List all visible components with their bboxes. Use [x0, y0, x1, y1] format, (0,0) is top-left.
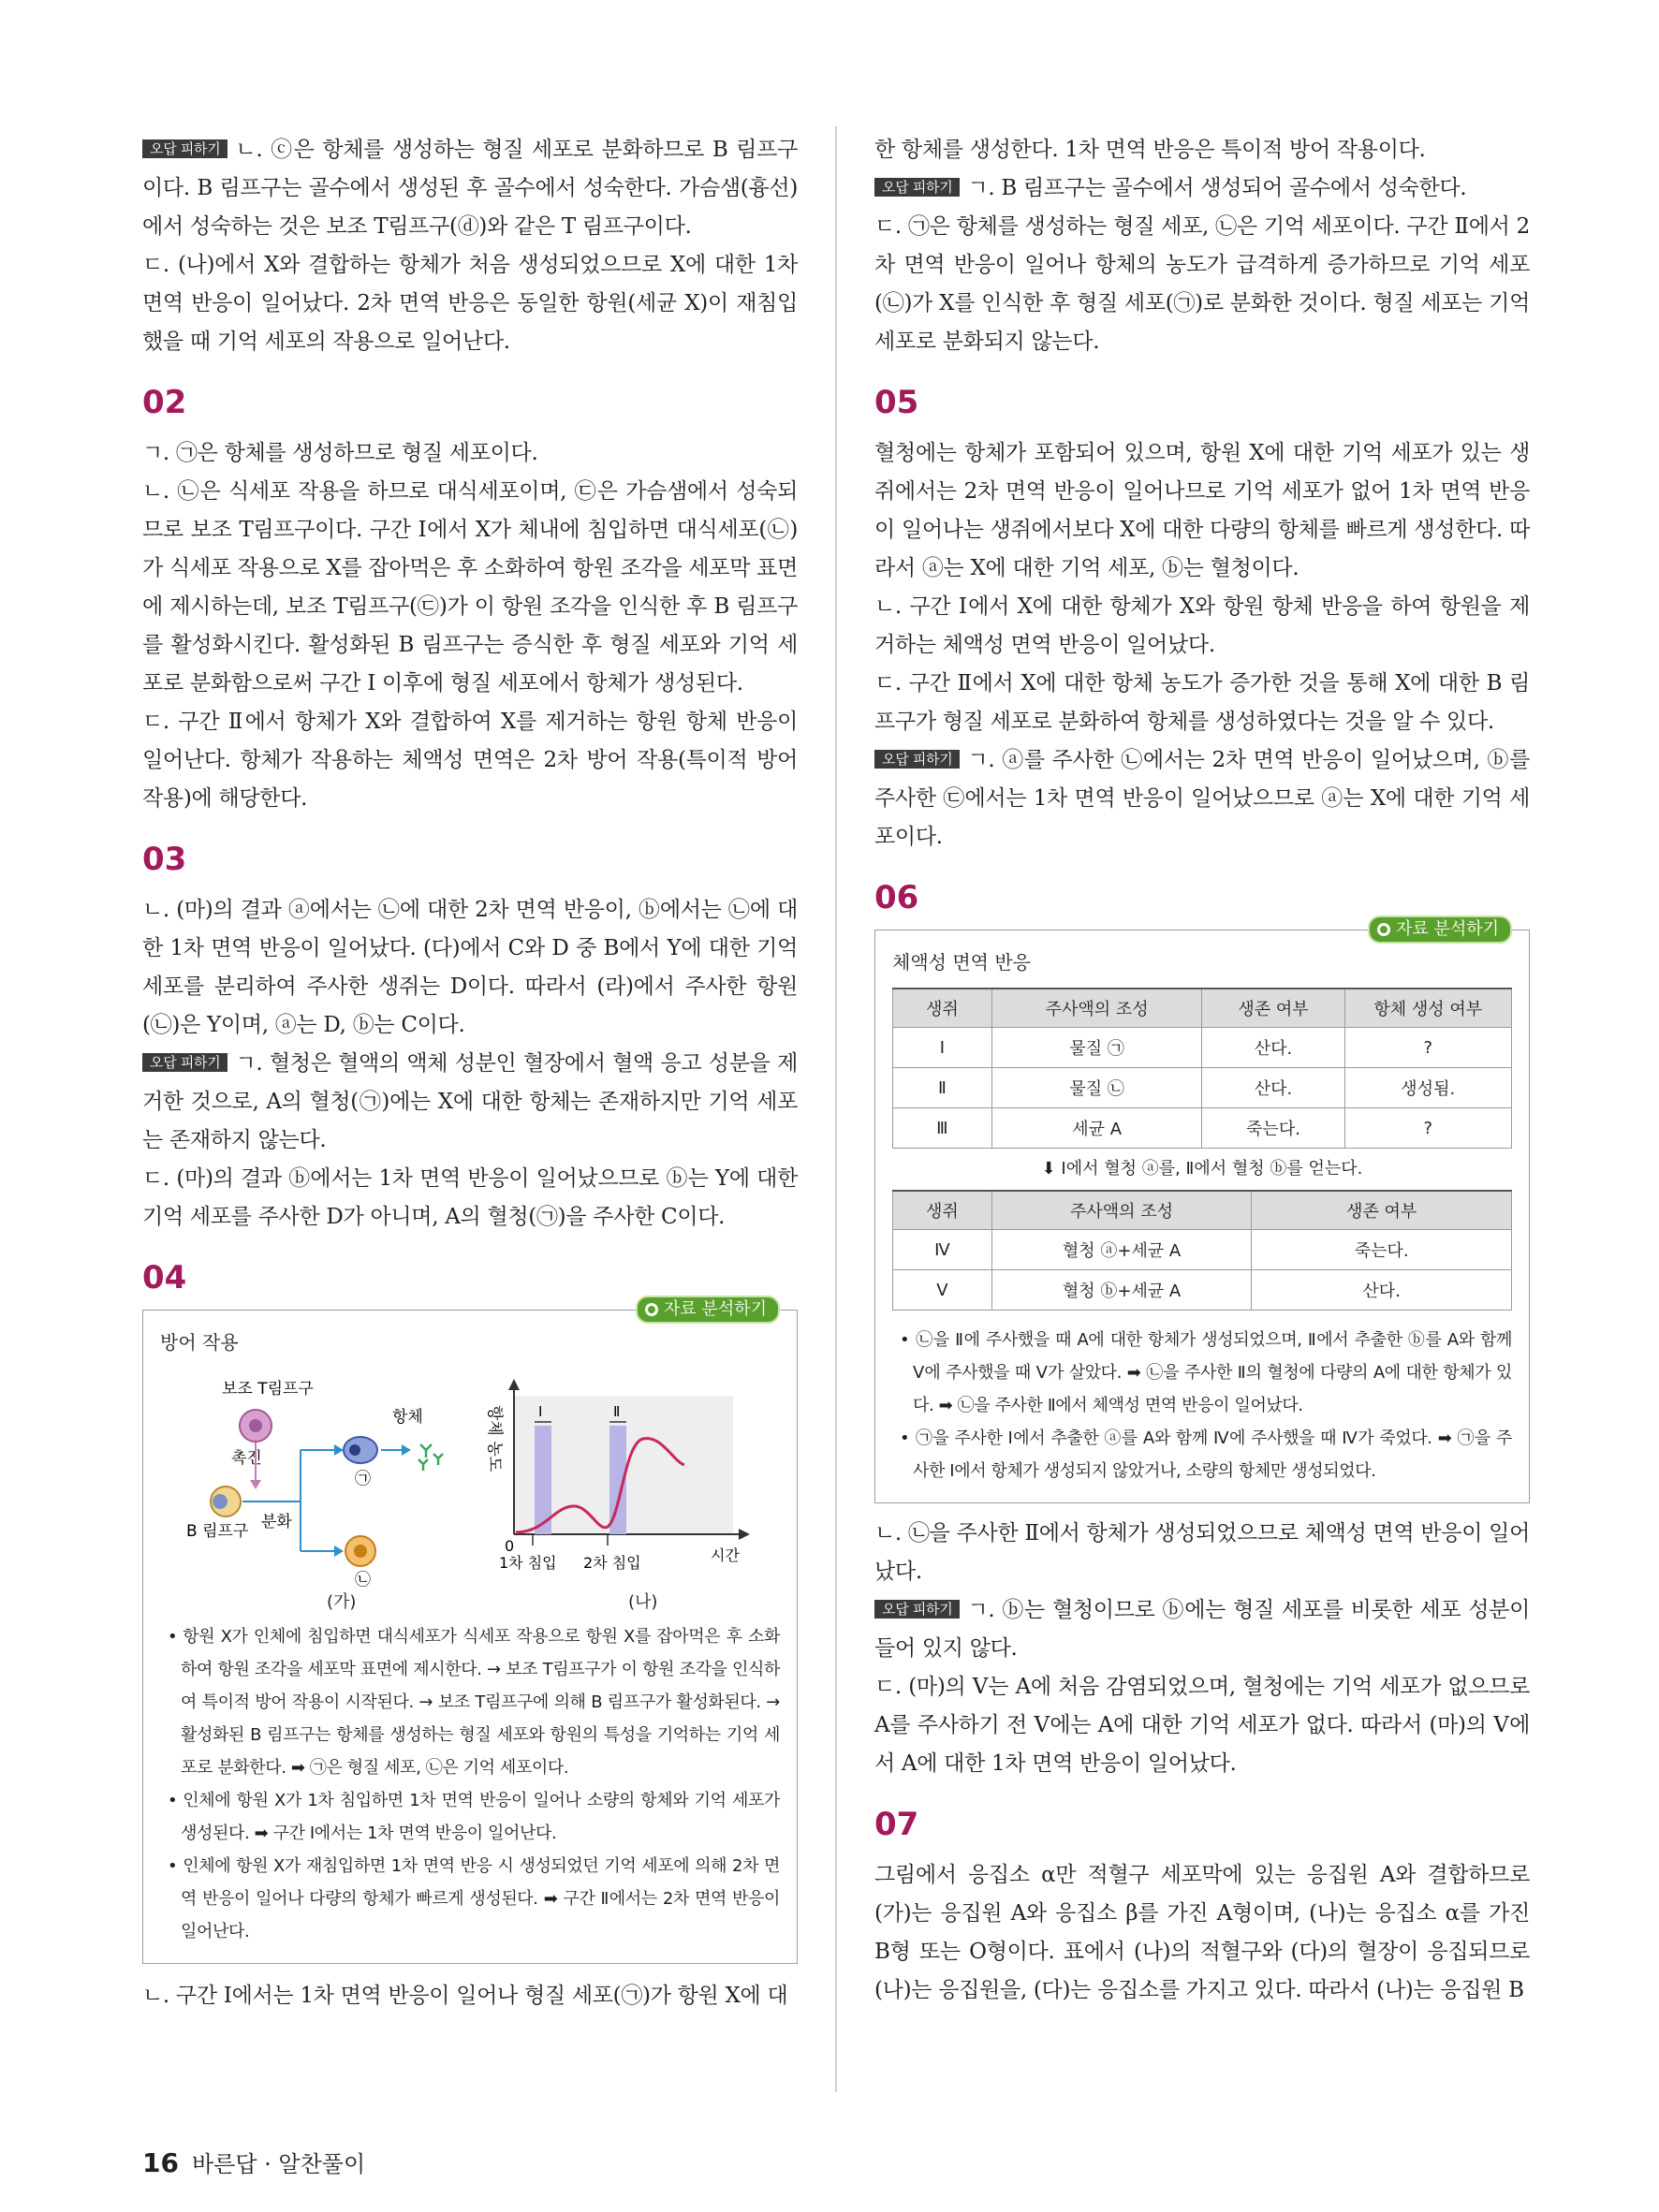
question-number: 07 — [874, 1806, 919, 1843]
memory-cell-icon — [345, 1536, 375, 1566]
wrong-answer-tag: 오답 피하기 — [874, 750, 960, 769]
defense-diagram — [160, 1368, 782, 1589]
analysis-box — [874, 919, 1530, 1503]
paragraph: ㄴ. (마)의 결과 ⓐ에서는 ㉡에 대한 2차 면역 반응이, ⓑ에서는 ㉡에 대한 1차 면역 반응이 일어났다. (다)에서 C와 D 중 B에서 Y에 대한 기억 세포를 분리하여 주사한 생쥐는 D이다. 따라서 (라)에서 주사한 항원(㉡)은 Y이며, ⓐ는 D, ⓑ는 C이다. — [142, 898, 798, 1037]
interval-label-2: Ⅱ — [613, 1403, 621, 1420]
procedure-note: ⬇ Ⅰ에서 혈청 ⓐ를, Ⅱ에서 혈청 ⓑ를 얻는다. — [1041, 1159, 1363, 1179]
plasma-cell-icon — [344, 1437, 377, 1463]
wrong-answer-tag: 오답 피하기 — [874, 178, 960, 197]
circled-label-2: ㉡ — [355, 1571, 371, 1589]
paragraph: 오답 피하기 ㄴ. ⓒ은 항체를 생성하는 형질 세포로 분화하므로 B 림프구이다. B 림프구는 골수에서 생성된 후 골수에서 성숙한다. 가슴샘(흉선)에서 성숙하는 것은 보조 T림프구(ⓓ)와 같은 T 림프구이다. — [142, 138, 798, 239]
paragraph: ㄴ. ㉡은 식세포 작용을 하므로 대식세포이며, ㉢은 가슴샘에서 성숙되므로 보조 T림프구이다. 구간 Ⅰ에서 X가 체내에 침입하면 대식세포(㉡)가 식세포 작용으로 X를 잡아먹은 후 소화하여 항원 조각을 세포막 표면에 제시하는데, 보조 T림프구(㉢)가 이 항원 조각을 인식한 후 B 림프구를 활성화시킨다. 활성화된 B 림프구는 증식한 후 형질 세포와 기억 세포로 분화함으로써 구간 Ⅰ 이후에 형질 세포에서 항체가 생성된다. — [142, 479, 798, 696]
graph-origin: 0 — [505, 1537, 515, 1555]
analysis-box — [142, 1299, 798, 1964]
table-row: Ⅰ 물질 ㉠ 산다. ? — [893, 1028, 1512, 1068]
interval-label-1: Ⅰ — [538, 1403, 543, 1420]
table-header: 생존 여부 — [1202, 989, 1344, 1028]
analysis-bullet: • 항원 X가 인체에 침입하면 대식세포가 식세포 작용으로 항원 X를 잡아먹은 후 소화하여 항원 조각을 세포막 표면에 제시한다. → 보조 T림프구가 이 항원 조각을 인식하여 특이적 방어 작용이 시작된다. → 보조 T림프구에 의해 B 림프구가 활성화된다. → 활성화된 B 림프구는 항체를 생성하는 형질 세포와 항원의 특성을 기억하는 기억 세포로 분화한다. ➡ ㉠은 형질 세포, ㉡은 기억 세포이다. — [160, 1620, 780, 1784]
table-row: Ⅱ 물질 ㉡ 산다. 생성됨. — [893, 1068, 1512, 1108]
x-tick-2: 2차 침입 — [583, 1554, 641, 1572]
badge-icon — [1377, 923, 1390, 936]
paragraph: ㄷ. 구간 Ⅱ에서 항체가 X와 결합하여 X를 제거하는 항원 항체 반응이 일어난다. 항체가 작용하는 체액성 면역은 2차 방어 작용(특이적 방어 작용)에 해당한다. — [142, 710, 798, 811]
table-header: 항체 생성 여부 — [1344, 989, 1512, 1028]
figure-caption-a: (가) — [327, 1592, 357, 1612]
wrong-answer-tag: 오답 피하기 — [874, 1600, 960, 1619]
badge-icon — [645, 1303, 658, 1316]
question-number: 03 — [142, 841, 187, 878]
page-number: 16 — [142, 2147, 179, 2178]
figure-caption-b: (나) — [628, 1592, 658, 1612]
table-row: Ⅳ 혈청 ⓐ+세균 A 죽는다. — [893, 1230, 1512, 1270]
down-arrow-icon: ⬇ — [1041, 1159, 1062, 1179]
paragraph: ㄷ. (마)의 Ⅴ는 A에 처음 감염되었으며, 혈청에는 기억 세포가 없으므로 A를 주사하기 전 Ⅴ에는 A에 대한 기억 세포가 없다. 따라서 (마)의 Ⅴ에서 A에 대한 1차 면역 반응이 일어났다. — [874, 1675, 1530, 1776]
table-header: 생존 여부 — [1252, 1191, 1512, 1230]
question-number: 04 — [142, 1259, 187, 1296]
wrong-answer-tag: 오답 피하기 — [142, 139, 228, 158]
paragraph: 한 항체를 생성한다. 1차 면역 반응은 특이적 방어 작용이다. — [874, 138, 1426, 162]
antibody-graph — [485, 1379, 750, 1572]
graph-xlabel: 시간 — [711, 1546, 740, 1564]
question-number: 05 — [874, 384, 919, 421]
promote-label: 촉진 — [231, 1449, 262, 1468]
paragraph: 혈청에는 항체가 포함되어 있으며, 항원 X에 대한 기억 세포가 있는 생쥐에서는 2차 면역 반응이 일어나므로 기억 세포가 없어 1차 면역 반응이 일어나는 생쥐에서보다 X에 대한 다량의 항체를 빠르게 생성한다. 따라서 ⓐ는 X에 대한 기억 세포, ⓑ는 혈청이다. — [874, 441, 1530, 580]
paragraph: ㄴ. ㉡을 주사한 Ⅱ에서 항체가 생성되었으므로 체액성 면역 반응이 일어났다. — [874, 1521, 1530, 1584]
experiment-table-2 — [892, 1190, 1512, 1311]
analysis-badge: 자료 분석하기 — [1368, 916, 1512, 944]
table-header: 주사액의 조성 — [991, 1191, 1252, 1230]
box-title: 방어 작용 — [160, 1331, 239, 1354]
paragraph: ㄷ. 구간 Ⅱ에서 X에 대한 항체 농도가 증가한 것을 통해 X에 대한 B 림프구가 형질 세포로 분화하여 항체를 생성하였다는 것을 알 수 있다. — [874, 671, 1530, 734]
paragraph: ㄴ. 구간 Ⅰ에서 X에 대한 항체가 X와 항원 항체 반응을 하여 항원을 제거하는 체액성 면역 반응이 일어났다. — [874, 594, 1530, 657]
helper-t-label: 보조 T림프구 — [222, 1380, 314, 1399]
paragraph: 오답 피하기 ㄱ. B 림프구는 골수에서 생성되어 골수에서 성숙한다. — [874, 169, 1530, 208]
paragraph: 오답 피하기 ㄱ. ⓑ는 혈청이므로 ⓑ에는 형질 세포를 비롯한 세포 성분이 들어 있지 않다. — [874, 1598, 1530, 1661]
table-row: Ⅴ 혈청 ⓑ+세균 A 산다. — [893, 1270, 1512, 1311]
x-tick-1: 1차 침입 — [499, 1554, 557, 1572]
analysis-bullet: • 인체에 항원 X가 재침입하면 1차 면역 반응 시 생성되었던 기억 세포에 의해 2차 면역 반응이 일어나 다량의 항체가 빠르게 생성된다. ➡ 구간 Ⅱ에서는 2차 면역 반응이 일어난다. — [160, 1850, 780, 1948]
helper-t-cell-icon — [240, 1410, 272, 1442]
left-column — [142, 131, 798, 2015]
paragraph: ㄷ. (나)에서 X와 결합하는 항체가 처음 생성되었으므로 X에 대한 1차 면역 반응이 일어났다. 2차 면역 반응은 동일한 항원(세균 X)이 재침입했을 때 기억 세포의 작용으로 일어난다. — [142, 253, 798, 354]
b-cell-label: B 림프구 — [186, 1522, 249, 1541]
paragraph: ㄷ. ㉠은 항체를 생성하는 형질 세포, ㉡은 기억 세포이다. 구간 Ⅱ에서 2차 면역 반응이 일어나 항체의 농도가 급격하게 증가하므로 기억 세포(㉡)가 X를 인식한 후 형질 세포(㉠)로 분화한 것이다. 형질 세포는 기억 세포로 분화되지 않는다. — [874, 214, 1530, 354]
question-number: 02 — [142, 384, 187, 421]
table-header: 생쥐 — [893, 989, 992, 1028]
right-column — [874, 131, 1530, 2010]
paragraph: 그림에서 응집소 α만 적혈구 세포막에 있는 응집원 A와 결합하므로 (가)는 응집원 A와 응집소 β를 가진 A형이며, (나)는 응집소 α를 가진 B형 또는 O형이다. 표에서 (나)의 적혈구와 (다)의 혈장이 응집되므로 (나)는 응집원을, (다)는 응집소를 가지고 있다. 따라서 (나)는 응집원 B — [874, 1863, 1530, 2002]
analysis-bullet: • 인체에 항원 X가 1차 침입하면 1차 면역 반응이 일어나 소량의 항체와 기억 세포가 생성된다. ➡ 구간 Ⅰ에서는 1차 면역 반응이 일어난다. — [160, 1784, 780, 1850]
antibody-icon — [418, 1444, 443, 1471]
analysis-bullet: • ㉡을 Ⅱ에 주사했을 때 A에 대한 항체가 생성되었으며, Ⅱ에서 추출한 ⓑ를 A와 함께 Ⅴ에 주사했을 때 Ⅴ가 살았다. ➡ ㉡을 주사한 Ⅱ의 혈청에 다량의 A에 대한 항체가 있다. ➡ ㉡을 주사한 Ⅱ에서 체액성 면역 반응이 일어났다. — [892, 1324, 1512, 1422]
question-number: 06 — [874, 879, 919, 916]
box-title: 체액성 면역 반응 — [892, 951, 1031, 974]
wrong-answer-tag: 오답 피하기 — [142, 1053, 228, 1072]
table-header: 주사액의 조성 — [991, 989, 1202, 1028]
circled-label-1: ㉠ — [355, 1470, 371, 1488]
table-header: 생쥐 — [893, 1191, 992, 1230]
differentiate-label: 분화 — [261, 1513, 292, 1531]
paragraph: 오답 피하기 ㄱ. ⓐ를 주사한 ㉡에서는 2차 면역 반응이 일어났으며, ⓑ를 주사한 ㉢에서는 1차 면역 반응이 일어났으므로 ⓐ는 X에 대한 기억 세포이다. — [874, 748, 1530, 849]
graph-ylabel: 항체 농도 — [485, 1405, 504, 1472]
antibody-label: 항체 — [392, 1408, 423, 1427]
analysis-bullet: • ㉠을 주사한 Ⅰ에서 추출한 ⓐ를 A와 함께 Ⅳ에 주사했을 때 Ⅳ가 죽었다. ➡ ㉠을 주사한 Ⅰ에서 항체가 생성되지 않았거나, 소량의 항체만 생성되었다. — [892, 1422, 1512, 1487]
book-title: 바른답 · 알찬풀이 — [191, 2151, 366, 2177]
paragraph: ㄱ. ㉠은 항체를 생성하므로 형질 세포이다. — [142, 441, 538, 465]
paragraph: 오답 피하기 ㄱ. 혈청은 혈액의 액체 성분인 혈장에서 혈액 응고 성분을 제거한 것으로, A의 혈청(㉠)에는 X에 대한 항체는 존재하지만 기억 세포는 존재하지 않는다. — [142, 1051, 798, 1152]
paragraph: ㄷ. (마)의 결과 ⓑ에서는 1차 면역 반응이 일어났으므로 ⓑ는 Y에 대한 기억 세포를 주사한 D가 아니며, A의 혈청(㉠)을 주사한 C이다. — [142, 1166, 798, 1229]
page-footer — [142, 2146, 365, 2178]
experiment-table-1 — [892, 988, 1512, 1149]
paragraph: ㄴ. 구간 Ⅰ에서는 1차 면역 반응이 일어나 형질 세포(㉠)가 항원 X에 대 — [142, 1984, 788, 2008]
table-row: Ⅲ 세균 A 죽는다. ? — [893, 1108, 1512, 1149]
b-cell-icon — [211, 1487, 241, 1516]
analysis-badge: 자료 분석하기 — [636, 1296, 780, 1324]
column-divider — [835, 126, 837, 2092]
